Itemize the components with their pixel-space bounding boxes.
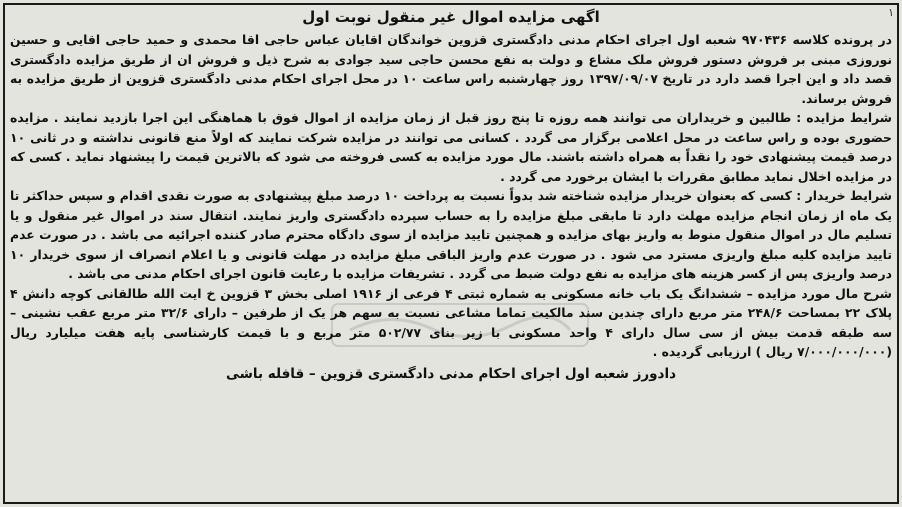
page-marker: ۱ xyxy=(888,6,894,19)
auction-conditions-paragraph: شرایط مزایده : طالبین و خریداران می توانند همه روزه تا پنج روز قبل از زمان مزایده از اموال فوق با هماهنگی این اجرا بازدید نمایند . مزایده حضوری بوده و راس ساعت در محل اعلامی برگزار می گردد . کسانی می توانند در مزایده شرکت نمایند که اولاً منع قانونی نداشته و در ثانی ۱۰ درصد قیمت پیشنهادی خود را نقداً به همراه داشته باشند. مال مورد مزایده به کسی فروخته می شود که بالاترین قیمت را پیشنهاد نماید . کسی که در مزایده اخلال نماید مطابق مقررات با ایشان برخورد می گردد . xyxy=(10,110,892,184)
notice-title: اگهی مزایده اموال غیر منقول نوبت اول xyxy=(302,8,600,26)
notice-intro-paragraph: در پرونده کلاسه ۹۷۰۴۳۶ شعبه اول اجرای احکام مدنی دادگستری قزوین خواندگان اقایان عباس حاجی اقا محمدی و حمید حاجی اقایی و حسین نوروزی مبنی بر فروش دستور فروش ملک مشاع و دولت به نفع محسن حاجی سید جوادی به شرح ذیل و فروش ان از طریق مزایده دادگستری قصد داد و این اجرا قصد دارد در تاریخ ۱۳۹۷/۰۹/۰۷ روز چهارشنبه راس ساعت ۱۰ در محل اجرای احکام مدنی دادگستری قزوین از طریق مزایده به فروش برساند. xyxy=(10,32,892,106)
buyer-conditions-paragraph: شرایط خریدار : کسی که بعنوان خریدار مزایده شناخته شد بدواً نسبت به پرداخت ۱۰ درصد مبلغ پیشنهادی به صورت نقدی اقدام و سپس حداکثر تا یک ماه از زمان انجام مزایده مهلت دارد تا مابقی مبلغ مزایده را به حساب سپرده دادگستری واریز نمایند. انتقال سند در اموال غیر منقول و یا تسلیم مال در اموال منقول منوط به واریز بهای مزایده و همچنین تایید مزایده از سوی دادگاه محترم صادر کننده اجرائیه می باشد . در صورت عدم تایید مزایده کلیه مبلغ واریزی مسترد می شود . در صورت عدم واریز الباقی مبلغ مزایده در مهلت قانونی و یا اعلام انصراف از سوی خریدار ۱۰ درصد واریزی پس از کسر هزینه های مزایده به نفع دولت ضبط می گردد . تشریفات مزایده با رعایت قانون اجرای احکام مدنی می باشد . xyxy=(10,188,892,281)
property-description-paragraph: شرح مال مورد مزایده – ششدانگ یک باب خانه مسکونی به شماره ثبتی ۴ فرعی از ۱۹۱۶ اصلی بخش ۳ قزوین خ ایت الله طالقانی کوچه دانش ۴ پلاک ۲۲ بمساحت ۲۴۸/۶ متر مربع دارای چندین سند مالکیت تماما مشاعی نسبت به سهم هر یک از طرفین – دارای ۳۲/۶ متر مربع عقب نشینی – سه طبقه قدمت بیش از سی سال دارای ۴ واحد مسکونی با زیر بنای ۵۰۲/۷۷ متر مربع و با قیمت کارشناسی پایه هفت میلیارد ریال (۷/۰۰۰/۰۰۰/۰۰۰ ریال ) ارزیابی گردیده . xyxy=(10,285,893,359)
notice-signature: دادورز شعبه اول اجرای احکام مدنی دادگستری قزوین – قافله باشی xyxy=(225,365,677,382)
notice-content xyxy=(10,6,892,501)
